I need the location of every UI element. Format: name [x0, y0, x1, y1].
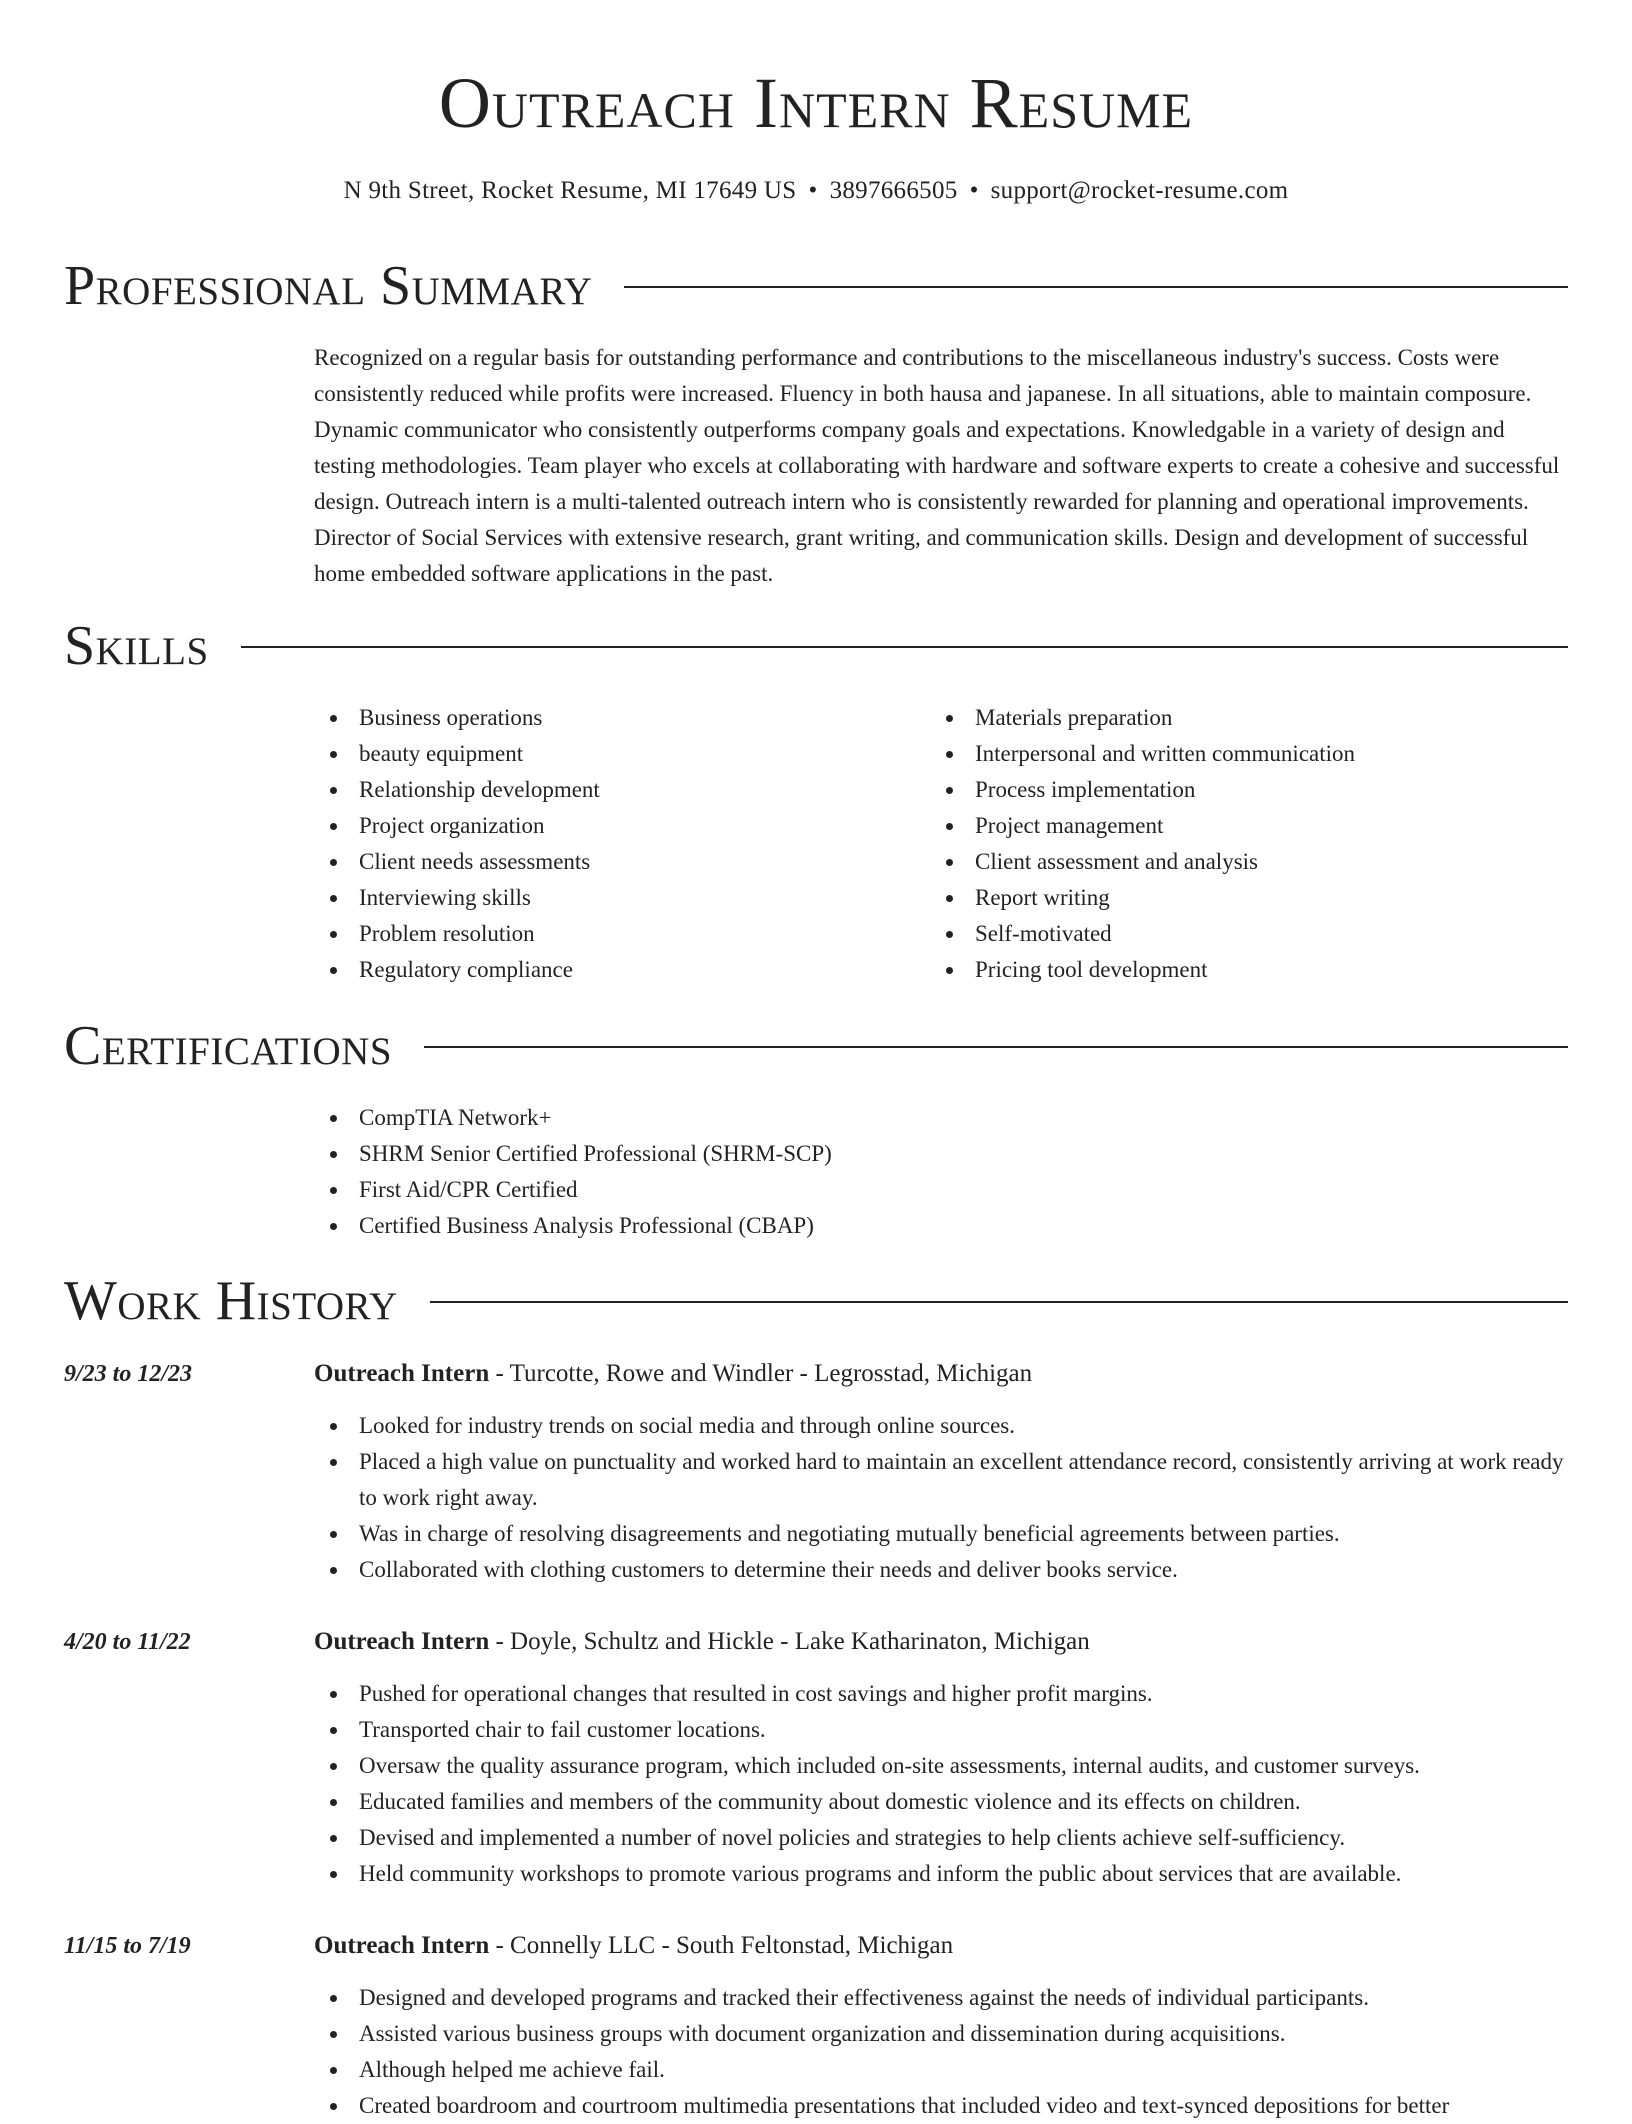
work-bullets: [314, 1408, 1570, 1588]
list-item: Process implementation: [930, 772, 1530, 808]
work-employer: - Turcotte, Rowe and Windler - Legrosstad, Michigan: [489, 1360, 1033, 1387]
work-job-title: Outreach Intern: [314, 1932, 490, 1959]
section-divider: [624, 286, 1568, 288]
list-item: Designed and developed programs and tracked their effectiveness against the needs of individual participants.: [314, 1980, 1570, 2016]
list-item: Pricing tool development: [930, 952, 1530, 988]
list-item: Collaborated with clothing customers to determine their needs and deliver books service.: [314, 1552, 1570, 1588]
list-item: Looked for industry trends on social media and through online sources.: [314, 1408, 1570, 1444]
list-item: Business operations: [314, 700, 914, 736]
work-dates: 11/15 to 7/19: [64, 1933, 191, 1959]
section-divider: [430, 1301, 1568, 1303]
list-item: Report writing: [930, 880, 1530, 916]
skills-section-title: Skills: [64, 615, 209, 677]
work-bullets: [314, 1980, 1570, 2124]
skills-list-right: [930, 700, 1530, 988]
list-item: CompTIA Network+: [314, 1100, 1570, 1136]
list-item: Interviewing skills: [314, 880, 914, 916]
list-item: Placed a high value on punctuality and worked hard to maintain an excellent attendance record, consistently arriving at work ready to work right away.: [314, 1444, 1570, 1516]
summary-section-header: [64, 254, 1568, 318]
list-item: Client needs assessments: [314, 844, 914, 880]
list-item: Interpersonal and written communication: [930, 736, 1530, 772]
skills-list-left: [314, 700, 914, 988]
contact-phone: 3897666505: [829, 177, 958, 204]
work-job-title: Outreach Intern: [314, 1360, 490, 1387]
section-divider: [241, 646, 1568, 648]
work-section-header: [64, 1269, 1568, 1333]
list-item: Pushed for operational changes that resulted in cost savings and higher profit margins.: [314, 1676, 1570, 1712]
list-item: Client assessment and analysis: [930, 844, 1530, 880]
list-item: Created boardroom and courtroom multimedia presentations that included video and text-synced depositions for better: [314, 2088, 1570, 2124]
work-job-title: Outreach Intern: [314, 1628, 490, 1655]
list-item: Oversaw the quality assurance program, which included on-site assessments, internal audits, and customer surveys.: [314, 1748, 1570, 1784]
section-divider: [424, 1046, 1568, 1048]
list-item: Project management: [930, 808, 1530, 844]
list-item: Although helped me achieve fail.: [314, 2052, 1570, 2088]
list-item: Transported chair to fail customer locations.: [314, 1712, 1570, 1748]
list-item: Relationship development: [314, 772, 914, 808]
contact-email: support@rocket-resume.com: [990, 177, 1289, 204]
work-bullets: [314, 1676, 1570, 1892]
list-item: Self-motivated: [930, 916, 1530, 952]
list-item: Materials preparation: [930, 700, 1530, 736]
list-item: Problem resolution: [314, 916, 914, 952]
list-item: SHRM Senior Certified Professional (SHRM-SCP): [314, 1136, 1570, 1172]
list-item: Was in charge of resolving disagreements and negotiating mutually beneficial agreements between parties.: [314, 1516, 1570, 1552]
list-item: Project organization: [314, 808, 914, 844]
list-item: beauty equipment: [314, 736, 914, 772]
work-heading: [314, 1624, 1570, 1660]
resume-title: Outreach Intern Resume: [438, 63, 1194, 143]
certifications-section-title: Certifications: [64, 1015, 393, 1077]
list-item: Regulatory compliance: [314, 952, 914, 988]
work-dates: 4/20 to 11/22: [64, 1629, 191, 1655]
work-heading: [314, 1928, 1570, 1964]
summary-text: Recognized on a regular basis for outstanding performance and contributions to the miscellaneous industry's success. Costs were consistently reduced while profits were increased. Fluency in both hausa and japanese. In all situations, able to maintain composure. Dynamic communicator who consistently outperforms company goals and expectations. Knowledgable in a variety of design and testing methodologies. Team player who excels at collaborating with hardware and software experts to create a cohesive and successful design. Outreach intern is a multi-talented outreach intern who is consistently rewarded for planning and operational improvements. Director of Social Services with extensive research, grant writing, and communication skills. Design and development of successful home embedded software applications in the past.: [314, 345, 1560, 586]
certifications-list: [314, 1100, 1570, 1244]
work-dates: 9/23 to 12/23: [64, 1361, 193, 1387]
list-item: Held community workshops to promote various programs and inform the public about services that are available.: [314, 1856, 1570, 1892]
list-item: Educated families and members of the community about domestic violence and its effects on children.: [314, 1784, 1570, 1820]
work-employer: - Connelly LLC - South Feltonstad, Michigan: [489, 1932, 954, 1959]
list-item: Assisted various business groups with document organization and dissemination during acquisitions.: [314, 2016, 1570, 2052]
work-section-title: Work History: [64, 1270, 398, 1332]
list-item: Devised and implemented a number of novel policies and strategies to help clients achieve self-sufficiency.: [314, 1820, 1570, 1856]
summary-section-title: Professional Summary: [64, 255, 593, 317]
contact-line: [0, 174, 1632, 208]
certifications-section-header: [64, 1014, 1568, 1078]
list-item: Certified Business Analysis Professional (CBAP): [314, 1208, 1570, 1244]
contact-address: N 9th Street, Rocket Resume, MI 17649 US: [343, 177, 797, 204]
skills-section-header: [64, 614, 1568, 678]
work-heading: [314, 1356, 1570, 1392]
work-employer: - Doyle, Schultz and Hickle - Lake Katharinaton, Michigan: [489, 1628, 1090, 1655]
contact-separator: •: [969, 177, 979, 204]
contact-separator: •: [808, 177, 818, 204]
list-item: First Aid/CPR Certified: [314, 1172, 1570, 1208]
